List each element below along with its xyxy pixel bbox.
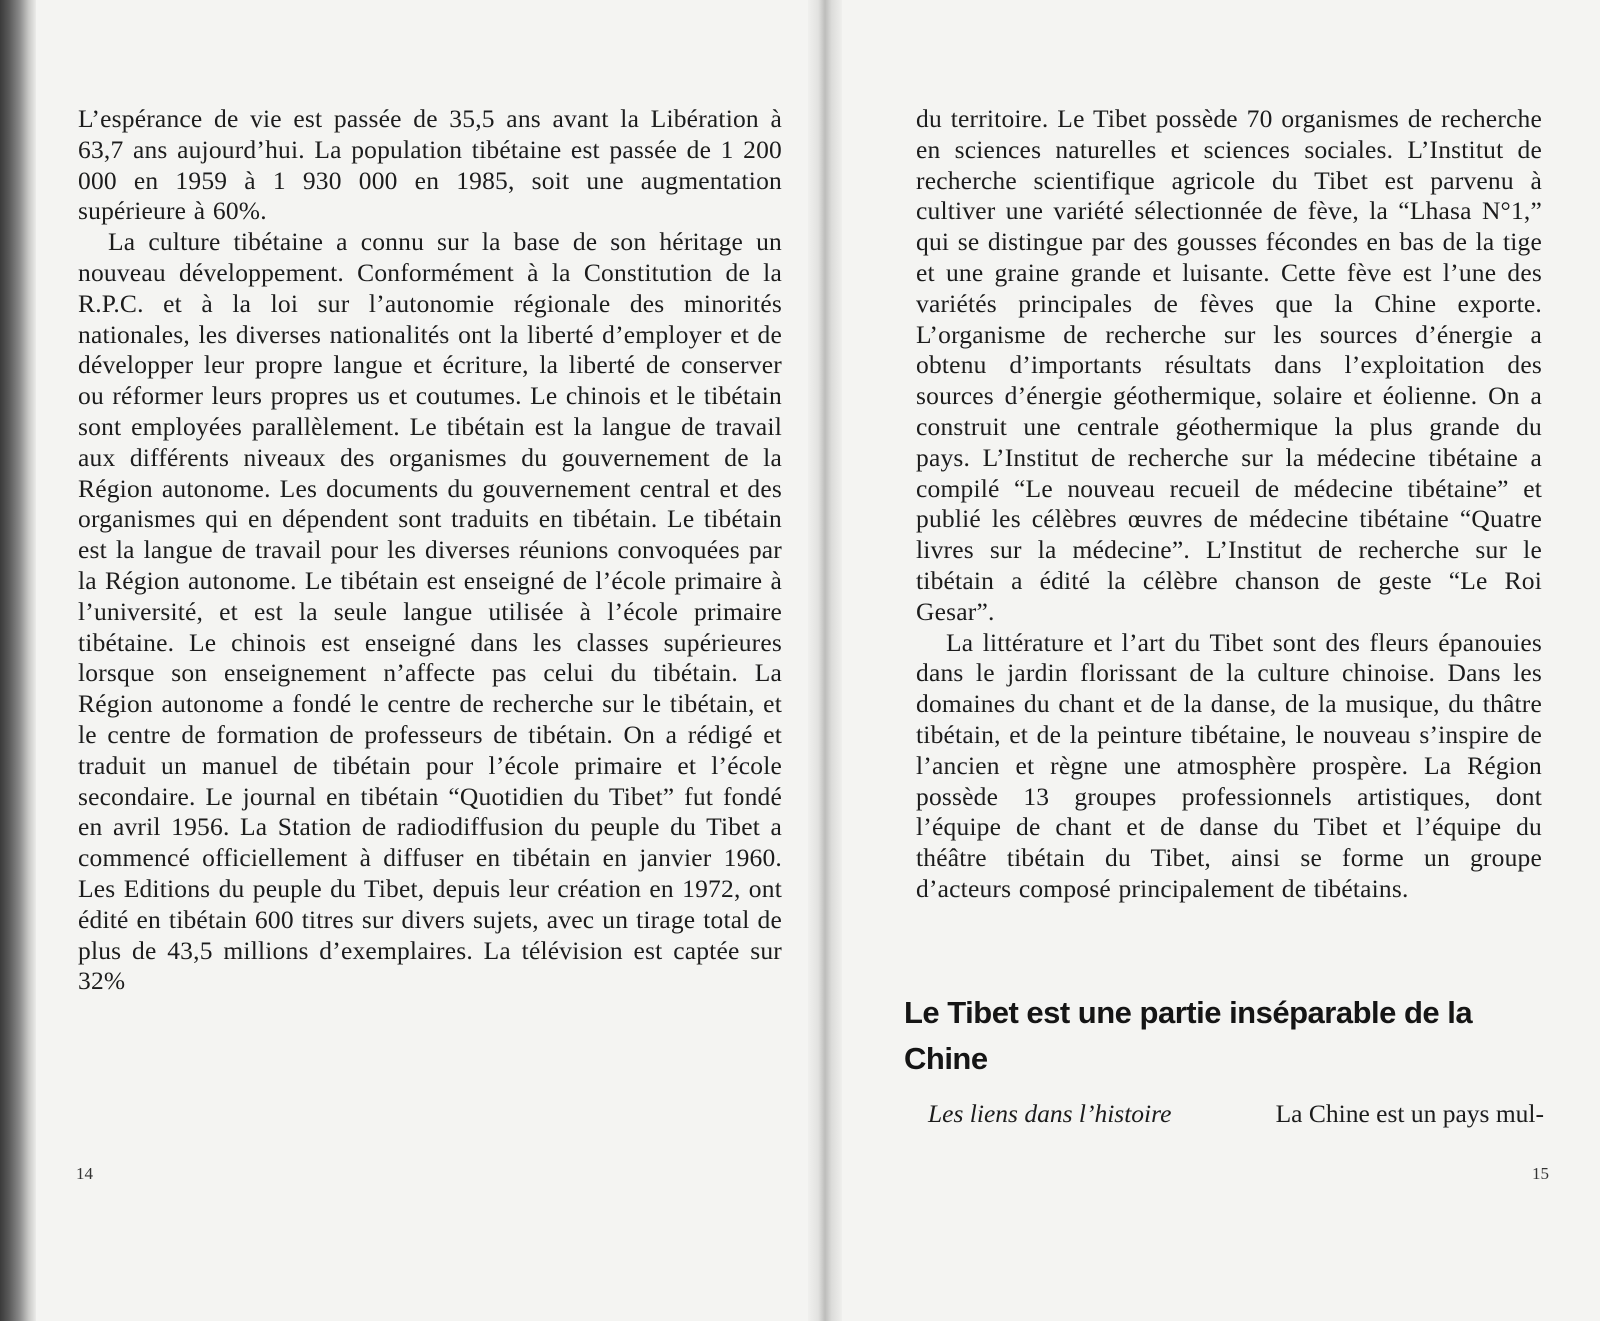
subsection-text: La Chine est un pays mul-: [1275, 1099, 1544, 1128]
book-gutter: [808, 0, 842, 1321]
left-paragraph-2: La culture tibétaine a connu sur la base de son héritage un nouveau développement. Conformément à la Constitution de la R.P.C. et à la loi sur l’autonomie régionale des minorités nationales, les diverses nationalités ont la liberté d’employer et de développer leur propre langue et écriture, la liberté de conserver ou réformer leurs propres us et coutumes. Le chinois et le tibétain sont employées parallèlement. Le tibétain est la langue de travail aux différents niveaux des organismes du gouvernement de la Région autonome. Les documents du gouvernement central et des organismes qui en dépendent sont traduits en tibétain. Le tibétain est la langue de travail pour les diverses réunions convoquées par la Région autonome. Le tibétain est enseigné de l’école primaire à l’université, et est la seule langue utilisée à l’école primaire tibétaine. Le chinois est enseigné dans les classes supérieures lorsque son enseignement n’affecte pas celui du tibétain. La Région autonome a fondé le centre de recherche sur le tibétain, et le centre de formation de professeurs de tibétain. On a rédigé et traduit un manuel de tibétain pour l’école primaire et l’école secondaire. Le journal en tibétain “Quotidien du Tibet” fut fondé en avril 1956. La Station de radiodiffusion du peuple du Tibet a commencé officiellement à diffuser en tibétain en janvier 1960. Les Editions du peuple du Tibet, depuis leur création en 1972, ont édité en tibétain 600 titres sur divers sujets, avec un tirage total de plus de 43,5 millions d’exemplaires. La télévision est captée sur 32%: [78, 227, 782, 996]
right-text-column: [916, 104, 1542, 905]
page-number-right: 15: [1532, 1164, 1549, 1183]
page-edge-shadow: [0, 0, 36, 1321]
left-page: [36, 0, 808, 1321]
page-number-left: 14: [76, 1164, 93, 1183]
section-heading: Le Tibet est une partie inséparable de la Chine: [904, 995, 1473, 1076]
subsection-title: Les liens dans l’histoire: [928, 1099, 1172, 1128]
right-paragraph-2: La littérature et l’art du Tibet sont des fleurs épanouies dans le jardin florissant de la culture chinoise. Dans les domaines du chant et de la danse, de la musique, du thâtre tibétain, et de la peinture tibétaine, le nouveau s’inspire de l’ancien et règne une atmosphère prospère. La Région possède 13 groupes professionnels artistiques, dont l’équipe de chant et de danse du Tibet et l’équipe du théâtre tibétain du Tibet, ainsi se forme un groupe d’acteurs composé principalement de tibétains.: [916, 627, 1542, 903]
right-page: [842, 0, 1600, 1321]
right-paragraph-1: du territoire. Le Tibet possède 70 organismes de recherche en sciences naturelles et sciences sociales. L’Institut de recherche scientifique agricole du Tibet est parvenu à cultiver une variété sélectionnée de fève, la “Lhasa N°1,” qui se distingue par des gousses fécondes en bas de la tige et une graine grande et luisante. Cette fève est l’une des variétés principales de fèves que la Chine exporte. L’organisme de recherche sur les sources d’énergie a obtenu d’importants résultats dans l’exploitation des sources d’énergie géothermique, solaire et éolienne. On a construit une centrale géothermique la plus grande du pays. L’Institut de recherche sur la médecine tibétaine a compilé “Le nouveau recueil de médecine tibétaine” et publié les célèbres œuvres de médecine tibétaine “Quatre livres sur la médecine”. L’Institut de recherche sur le tibétain a édité la célèbre chanson de geste “Le Roi Gesar”.: [916, 104, 1542, 626]
subsection-line: [928, 1098, 1544, 1129]
left-paragraph-1: L’espérance de vie est passée de 35,5 ans avant la Libération à 63,7 ans aujourd’hui. La population tibétaine est passée de 1 200 000 en 1959 à 1 930 000 en 1985, soit une augmentation supérieure à 60%.: [78, 104, 782, 226]
left-text-column: [78, 104, 782, 997]
